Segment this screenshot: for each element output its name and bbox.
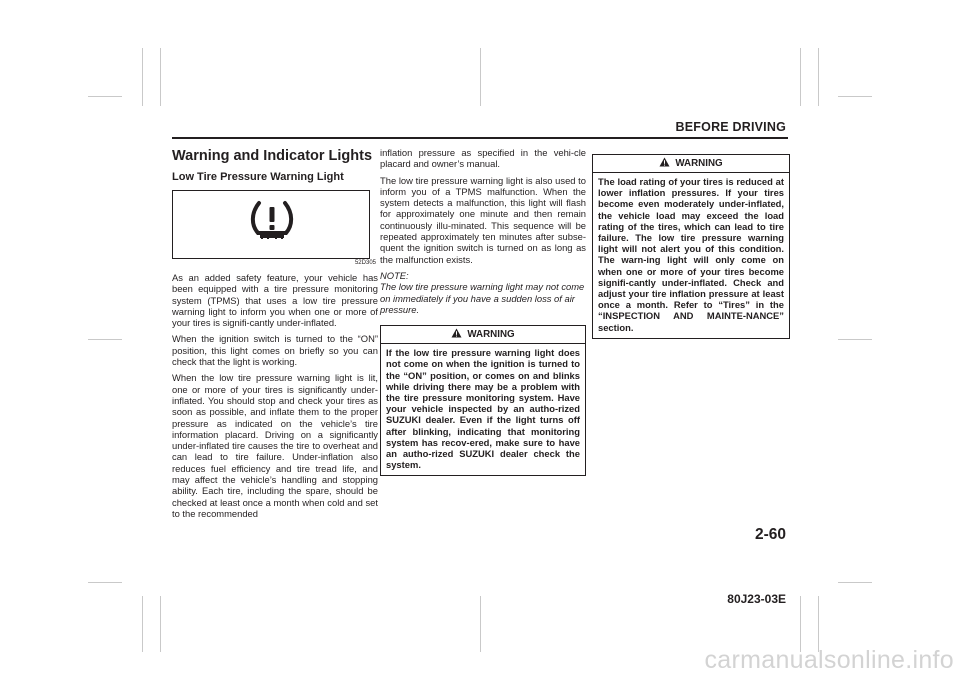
crop-mark bbox=[838, 96, 872, 97]
note-text: The low tire pressure warning light may not come on immediately if you have a sudden loss of air pressure. bbox=[380, 281, 585, 315]
warning-text: The load rating of your tires is reduced at lower inflation pressures. If your tires become even moderately under-inflated, the vehicle load may exceed the load rating of the tires, which can lead to tire failure. The low tire pressure warning light will not alert you of this condition. The warn-ing light will only come on when one or more of your tires become signifi-cantly under-inflated. Check and adjust your tire inflation pressure at least once a month. Refer to “Tires” in the “INSPECTION AND MAINTE-NANCE” section. bbox=[598, 176, 784, 333]
warning-light-figure bbox=[172, 190, 370, 259]
document-code: 80J23-03E bbox=[727, 592, 786, 606]
figure-code: 52D305 bbox=[354, 260, 376, 266]
warning-text: If the low tire pressure warning light does not come on when the ignition is turned to the “ON” position, or comes on and blinks while driving there may be a problem with the tire pressure monitoring system. Have your vehicle inspected by an autho-rized SUZUKI dealer. Even if the light turns off after blinking, indicating that monitoring system has recov-ered, make sure to have an autho-rized SUZUKI dealer check the system. bbox=[386, 347, 580, 471]
crop-mark bbox=[818, 596, 819, 652]
section-title: BEFORE DRIVING bbox=[675, 120, 786, 134]
crop-mark bbox=[838, 339, 872, 340]
crop-mark bbox=[88, 96, 122, 97]
paragraph: As an added safety feature, your vehicle has been equipped with a tire pressure monitoring system (TPMS) that uses a low tire pressure warning light to inform you when one or more of your tires is signifi-cantly under-inflated. bbox=[172, 272, 378, 329]
warning-triangle-icon bbox=[451, 328, 462, 338]
crop-mark bbox=[480, 596, 481, 652]
warning-title: WARNING bbox=[675, 158, 723, 169]
crop-mark bbox=[142, 48, 143, 106]
watermark: carmanualsonline.info bbox=[704, 646, 954, 674]
left-column bbox=[172, 147, 378, 524]
warning-triangle-icon bbox=[659, 157, 670, 167]
crop-mark bbox=[800, 48, 801, 106]
crop-mark bbox=[818, 48, 819, 106]
paragraph: inflation pressure as specified in the vehi-cle placard and owner’s manual. bbox=[380, 147, 586, 170]
crop-mark bbox=[88, 339, 122, 340]
header-rule bbox=[172, 137, 788, 139]
crop-mark bbox=[142, 596, 143, 652]
crop-mark bbox=[160, 48, 161, 106]
subheading: Low Tire Pressure Warning Light bbox=[172, 171, 344, 183]
paragraph: The low tire pressure warning light is also used to inform you of a TPMS malfunction. When the system detects a malfunction, this light will flash for approximately one minute and then remain continuously illu-minated. This sequence will be repeated approximately ten minutes after subse-quent the ignition switch is turned on as long as the malfunction exists. bbox=[380, 174, 586, 265]
tire-pressure-warning-icon bbox=[250, 200, 294, 240]
warning-header bbox=[593, 155, 789, 173]
paragraph: When the low tire pressure warning light is lit, one or more of your tires is significantly under-inflated. You should stop and check your tires as soon as possible, and inflate them to the proper pressure as indicated on the vehicle’s tire information placard. Driving on a significantly under-inflated tire causes the tire to overheat and can lead to tire failure. Under-inflation also reduces fuel efficiency and tire tread life, and may affect the vehicle’s handling and stopping ability. Each tire, including the spare, should be checked at least once a month when cold and set to the recommended bbox=[172, 372, 378, 519]
crop-mark bbox=[480, 48, 481, 106]
page-heading: Warning and Indicator Lights bbox=[172, 148, 373, 164]
warning-header bbox=[381, 326, 585, 344]
page-number: 2-60 bbox=[754, 526, 786, 543]
warning-title: WARNING bbox=[467, 329, 515, 341]
crop-mark bbox=[88, 582, 122, 583]
paragraph: When the ignition switch is turned to the “ON” position, this light comes on briefly so you can check that the light is working. bbox=[172, 333, 378, 368]
note-label: NOTE: bbox=[380, 269, 409, 281]
warning-box bbox=[592, 154, 790, 339]
crop-mark bbox=[838, 582, 872, 583]
crop-mark bbox=[800, 596, 801, 652]
middle-column bbox=[380, 147, 586, 476]
crop-mark bbox=[160, 596, 161, 652]
warning-box bbox=[380, 325, 586, 476]
